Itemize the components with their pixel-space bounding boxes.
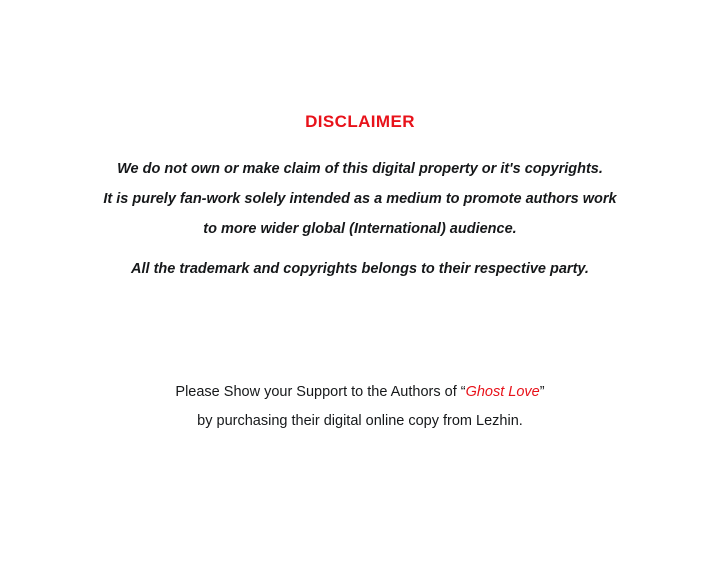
disclaimer-line-1: We do not own or make claim of this digital property or it's copyrights.: [117, 161, 603, 177]
support-line-1-suffix: ”: [539, 384, 545, 400]
disclaimer-line-3: to more wider global (International) audience.: [203, 221, 517, 237]
disclaimer-line-4: All the trademark and copyrights belongs to their respective party.: [131, 261, 589, 277]
support-line-2: by purchasing their digital online copy from Lezhin.: [197, 413, 523, 429]
disclaimer-text-block: [60, 154, 660, 284]
support-line-1-prefix: Please Show your Support to the Authors of “: [175, 384, 466, 400]
support-line-1: [60, 378, 660, 407]
page-title: DISCLAIMER: [305, 112, 415, 131]
support-text-block: [60, 378, 660, 436]
work-title: Ghost Love: [465, 384, 540, 400]
paragraph-spacer: [60, 244, 660, 254]
disclaimer-line-2: It is purely fan-work solely intended as a medium to promote authors work: [103, 191, 617, 207]
